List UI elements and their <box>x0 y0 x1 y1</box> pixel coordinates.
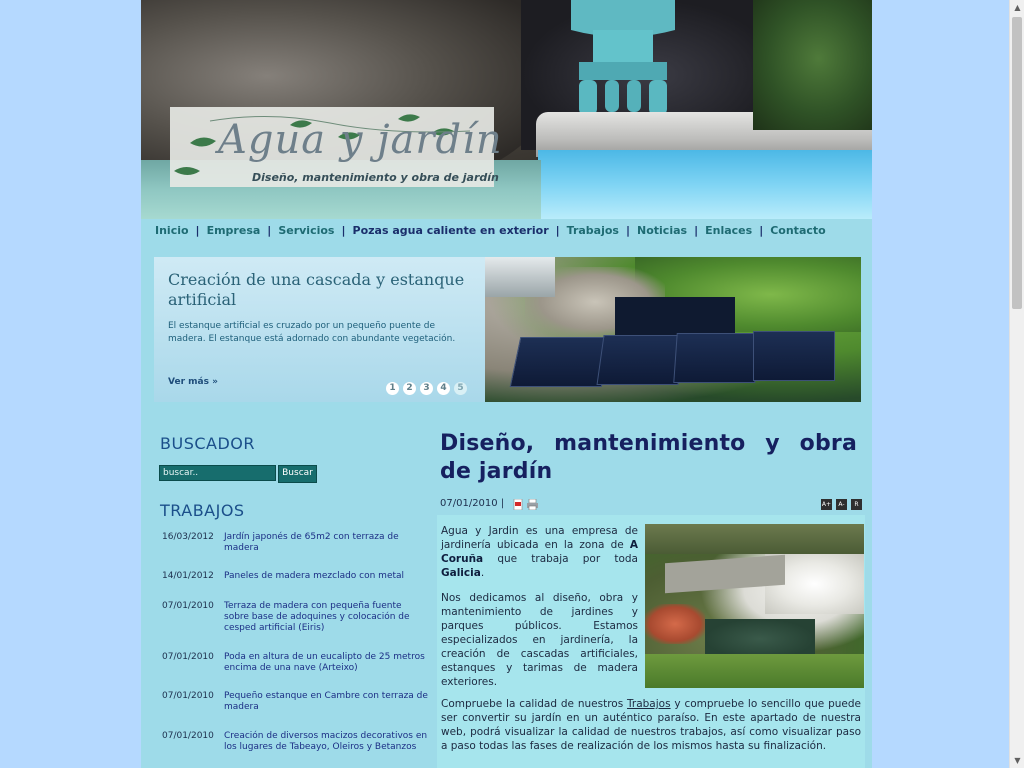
work-item <box>162 691 430 715</box>
ver-mas-link[interactable]: Ver más » <box>168 377 218 387</box>
slide-page-5[interactable]: 5 <box>454 382 467 395</box>
search-button[interactable]: Buscar <box>278 465 317 483</box>
logo-subtitle: Diseño, mantenimiento y obra de jardín <box>252 171 499 184</box>
scroll-up-icon[interactable]: ▲ <box>1014 3 1021 12</box>
article-image-lawn <box>645 654 864 688</box>
slide-image-water <box>615 297 735 337</box>
nav-pozas[interactable]: Pozas agua caliente en exterior <box>352 224 549 237</box>
work-item <box>162 532 430 556</box>
pdf-icon[interactable] <box>513 499 524 510</box>
article-date-value: 07/01/2010 <box>440 498 498 509</box>
article-text: que trabaja por toda <box>483 553 638 565</box>
nav-empresa[interactable]: Empresa <box>206 224 261 237</box>
article-bold-text: A Coruña <box>441 539 638 565</box>
search-title: BUSCADOR <box>160 434 255 453</box>
article-bold-text: Galicia <box>441 567 481 579</box>
article-image-pond <box>705 619 815 659</box>
font-decrease-button[interactable]: A- <box>836 499 847 510</box>
nav-servicios[interactable]: Servicios <box>278 224 335 237</box>
article-body <box>437 515 865 768</box>
work-date: 14/01/2012 <box>162 571 214 581</box>
slide-page-1[interactable]: 1 <box>386 382 399 395</box>
article-title: Diseño, mantenimiento y obra de jardín <box>440 431 857 484</box>
slide-page-3[interactable]: 3 <box>420 382 433 395</box>
nav-separator: | <box>694 224 699 237</box>
work-date: 07/01/2010 <box>162 731 214 741</box>
nav-inicio[interactable]: Inicio <box>155 224 189 237</box>
work-link[interactable]: Jardín japonés de 65m2 con terraza de madera <box>224 532 399 553</box>
work-item <box>162 571 430 583</box>
work-item <box>162 601 430 635</box>
slide-page-2[interactable]: 2 <box>403 382 416 395</box>
article-date <box>440 498 504 509</box>
page-container <box>141 0 872 768</box>
header-banner <box>141 0 872 219</box>
nav-separator: | <box>195 224 200 237</box>
article-paragraph-1 <box>441 524 638 580</box>
work-item <box>162 731 430 755</box>
slide-description: El estanque artificial es cruzado por un pequeño puente de madera. El estanque está adornado con abundante vegetación. <box>168 321 456 344</box>
banner-statue <box>553 0 693 115</box>
work-date: 07/01/2010 <box>162 691 214 701</box>
nav-separator: | <box>625 224 631 237</box>
article-text: y compruebe lo sencillo que puede ser convertir su jardín en un auténtico paraíso. En este apartado de nuestra web, podrá visualizar la calidad de nuestros trabajos, así como visualizar paso a paso todas las fases de realización de los mismos hasta su finalización. <box>441 698 862 752</box>
trabajos-link[interactable]: Trabajos <box>627 698 671 710</box>
article-image-flowers <box>645 604 705 644</box>
logo-title: Agua y jardín <box>218 117 503 163</box>
work-date: 16/03/2012 <box>162 532 214 542</box>
font-increase-button[interactable]: A+ <box>821 501 832 508</box>
work-link[interactable]: Pequeño estanque en Cambre con terraza de madera <box>224 691 428 712</box>
nav-separator: | <box>759 224 764 237</box>
slide-pager <box>386 375 471 395</box>
works-title: TRABAJOS <box>160 501 245 520</box>
work-link[interactable]: Terraza de madera con pequeña fuente sobre base de adoquines y colocación de cesped artificial (Eiris) <box>224 601 410 633</box>
article-text: . <box>480 567 485 579</box>
work-link[interactable]: Creación de diversos macizos decorativos en los lugares de Tabeayo, Oleiros y Betanzos <box>224 731 428 752</box>
slide-title: Creación de una cascada y estanque artificial <box>168 270 465 309</box>
article-text: Agua y Jardin es una empresa de jardinería ubicada en la zona de <box>441 525 638 551</box>
logo[interactable] <box>170 107 503 187</box>
nav-enlaces[interactable]: Enlaces <box>705 224 753 237</box>
search-input[interactable]: buscar.. <box>159 465 276 481</box>
banner-bush <box>753 0 872 130</box>
nav-separator: | <box>555 224 560 237</box>
article-paragraph-2: Nos dedicamos al diseño, obra y mantenimiento de jardines y parques públicos. Estamos especializados en jardinería, la creación de cascadas artificiales, estanques y tarimas de madera exteriores. <box>441 592 638 688</box>
scroll-thumb[interactable] <box>1012 17 1022 309</box>
font-reset-button[interactable]: R <box>851 499 862 510</box>
nav-separator: | <box>341 224 346 237</box>
work-link[interactable]: Paneles de madera mezclado con metal <box>224 571 405 581</box>
nav-contacto[interactable]: Contacto <box>770 224 826 237</box>
article-date-separator: | <box>500 498 505 509</box>
nav-trabajos[interactable]: Trabajos <box>566 224 619 237</box>
work-link[interactable]: Poda en altura de un eucalipto de 25 metros encima de una nave (Arteixo) <box>224 652 425 673</box>
nav-separator: | <box>267 224 272 237</box>
article-text: Compruebe la calidad de nuestros <box>441 698 628 710</box>
work-item <box>162 652 430 676</box>
nav-noticias[interactable]: Noticias <box>637 224 688 237</box>
article-paragraph-3 <box>441 697 861 753</box>
slide-image-plank <box>673 333 758 383</box>
article-image <box>645 524 864 688</box>
article-image-hedge <box>645 524 864 554</box>
print-icon[interactable] <box>527 499 538 510</box>
slide-image-corner <box>485 257 555 297</box>
slide-image[interactable] <box>485 257 861 402</box>
scroll-down-icon[interactable]: ▼ <box>1014 756 1021 765</box>
slide-page-4[interactable]: 4 <box>437 382 450 395</box>
banner-pool <box>538 150 872 219</box>
page-scrollbar[interactable] <box>1009 0 1024 768</box>
work-date: 07/01/2010 <box>162 601 214 611</box>
featured-slider <box>154 257 861 402</box>
work-date: 07/01/2010 <box>162 652 214 662</box>
main-nav <box>155 224 826 240</box>
slide-image-plank <box>596 335 685 385</box>
slide-image-plank <box>753 331 835 381</box>
slide-caption <box>154 257 485 402</box>
